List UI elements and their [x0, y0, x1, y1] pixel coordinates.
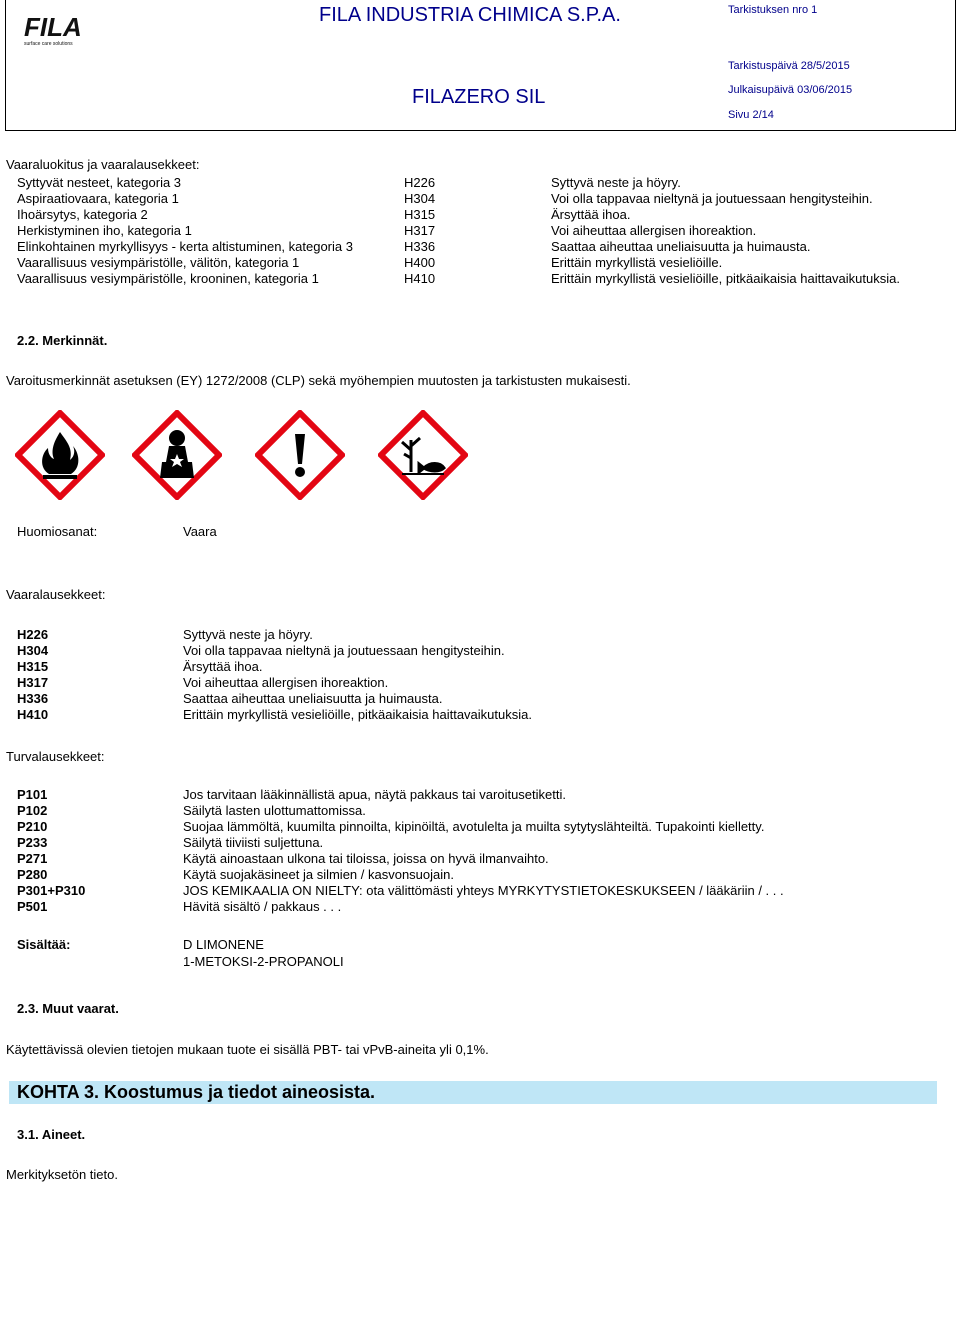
precaution-code: P271 — [17, 851, 48, 866]
precaution-text: Säilytä lasten ulottumattomissa. — [183, 803, 366, 818]
revision-date: Tarkistuspäivä 28/5/2015 — [728, 60, 850, 72]
other-hazards-text: Käytettävissä olevien tietojen mukaan tuote ei sisällä PBT- tai vPvB-aineita yli 0,1%. — [6, 1042, 489, 1057]
flame-pictogram — [15, 410, 105, 500]
hazard-text: Erittäin myrkyllistä vesieliöille. — [551, 255, 723, 270]
precaution-text: Säilytä tiiviisti suljettuna. — [183, 835, 324, 850]
hazard-code: H336 — [404, 239, 436, 254]
hazard-statement-code: H304 — [17, 643, 49, 658]
hazard-text: Syttyvä neste ja höyry. — [551, 175, 681, 190]
hazard-code: H226 — [404, 175, 436, 190]
precaution-code: P501 — [17, 899, 48, 914]
exclamation-pictogram — [255, 410, 345, 500]
hazard-statement-code: H226 — [17, 627, 49, 642]
publish-date: Julkaisupäivä 03/06/2015 — [728, 84, 853, 96]
hazard-text: Voi aiheuttaa allergisen ihoreaktion. — [551, 223, 757, 238]
classification-heading: Vaaraluokitus ja vaaralausekkeet: — [6, 157, 200, 172]
precaution-code: P301+P310 — [17, 883, 86, 898]
precaution-code: P102 — [17, 803, 48, 818]
contains-item: 1-METOKSI-2-PROPANOLI — [183, 954, 344, 969]
contains-label: Sisältää: — [17, 937, 71, 952]
hazard-class: Vaarallisuus vesiympäristölle, krooninen, kategoria 1 — [17, 271, 319, 286]
hazard-code: H410 — [404, 271, 436, 286]
hazard-class: Herkistyminen iho, kategoria 1 — [17, 223, 192, 238]
hazard-text: Saattaa aiheuttaa uneliaisuutta ja huimausta. — [551, 239, 811, 254]
hazard-class: Vaarallisuus vesiympäristölle, välitön, kategoria 1 — [17, 255, 300, 270]
health-hazard-pictogram — [132, 410, 222, 500]
logo-text: FILA — [24, 12, 82, 42]
contains-item: D LIMONENE — [183, 937, 264, 952]
hazard-statement-code: H336 — [17, 691, 49, 706]
hazard-class: Syttyvät nesteet, kategoria 3 — [17, 175, 182, 190]
hazard-statement-text: Voi olla tappavaa nieltynä ja joutuessaan hengitysteihin. — [183, 643, 505, 658]
hazard-class: Aspiraatiovaara, kategoria 1 — [17, 191, 179, 206]
logo-tagline: surface care solutions — [24, 41, 73, 47]
revision-number: Tarkistuksen nro 1 — [728, 4, 818, 16]
document-header — [5, 0, 956, 131]
labels-heading: 2.2. Merkinnät. — [17, 333, 108, 348]
hazard-statement-text: Saattaa aiheuttaa uneliaisuutta ja huimausta. — [183, 691, 443, 706]
precaution-text: JOS KEMIKAALIA ON NIELTY: ota välittömästi yhteys MYRKYTYSTIETOKESKUKSEEN / lääkäriin / . . . — [183, 883, 784, 898]
hazard-code: H315 — [404, 207, 436, 222]
hazard-text: Ärsyttää ihoa. — [551, 207, 631, 222]
precaution-code: P280 — [17, 867, 48, 882]
hazard-code: H304 — [404, 191, 436, 206]
hazard-class: Ihoärsytys, kategoria 2 — [17, 207, 148, 222]
hazard-code: H400 — [404, 255, 436, 270]
section-3-1-heading: 3.1. Aineet. — [17, 1127, 86, 1142]
hazard-statements-heading: Vaaralausekkeet: — [6, 587, 106, 602]
fila-logo-icon — [6, 0, 106, 62]
hazard-code: H317 — [404, 223, 436, 238]
hazard-statement-text: Erittäin myrkyllistä vesieliöille, pitkäaikaisia haittavaikutuksia. — [183, 707, 532, 722]
signal-word-label: Huomiosanat: — [17, 524, 98, 539]
environment-pictogram — [378, 410, 468, 500]
hazard-text: Erittäin myrkyllistä vesieliöille, pitkäaikaisia haittavaikutuksia. — [551, 271, 900, 286]
precaution-text: Käytä suojakäsineet ja silmien / kasvonsuojain. — [183, 867, 454, 882]
precautionary-statements-heading: Turvalausekkeet: — [6, 749, 105, 764]
hazard-statement-text: Syttyvä neste ja höyry. — [183, 627, 313, 642]
company-name: FILA INDUSTRIA CHIMICA S.P.A. — [319, 4, 621, 26]
hazard-statement-code: H315 — [17, 659, 49, 674]
precaution-text: Jos tarvitaan lääkinnällistä apua, näytä pakkaus tai varoitusetiketti. — [183, 787, 566, 802]
precaution-text: Käytä ainoastaan ulkona tai tiloissa, joissa on hyvä ilmanvaihto. — [183, 851, 549, 866]
signal-word: Vaara — [183, 524, 217, 539]
company-logo — [6, 0, 106, 62]
hazard-text: Voi olla tappavaa nieltynä ja joutuessaan hengitysteihin. — [551, 191, 873, 206]
hazard-statement-code: H317 — [17, 675, 49, 690]
other-hazards-heading: 2.3. Muut vaarat. — [17, 1001, 119, 1016]
section-3-title: KOHTA 3. Koostumus ja tiedot aineosista. — [17, 1082, 376, 1102]
precaution-code: P233 — [17, 835, 48, 850]
hazard-statement-code: H410 — [17, 707, 49, 722]
section-3-1-text: Merkityksetön tieto. — [6, 1167, 118, 1182]
precaution-code: P101 — [17, 787, 48, 802]
hazard-statement-text: Voi aiheuttaa allergisen ihoreaktion. — [183, 675, 389, 690]
hazard-class: Elinkohtainen myrkyllisyys - kerta altistuminen, kategoria 3 — [17, 239, 353, 254]
labels-intro: Varoitusmerkinnät asetuksen (EY) 1272/2008 (CLP) sekä myöhempien muutosten ja tarkistusten mukaisesti. — [6, 373, 631, 388]
precaution-code: P210 — [17, 819, 48, 834]
page-number: Sivu 2/14 — [728, 109, 774, 121]
precaution-text: Suojaa lämmöltä, kuumilta pinnoilta, kipinöiltä, avotulelta ja muilta sytytyslähteiltä. Tupakointi kielletty. — [183, 819, 765, 834]
hazard-statement-text: Ärsyttää ihoa. — [183, 659, 263, 674]
product-name: FILAZERO SIL — [412, 86, 546, 108]
precaution-text: Hävitä sisältö / pakkaus . . . — [183, 899, 342, 914]
